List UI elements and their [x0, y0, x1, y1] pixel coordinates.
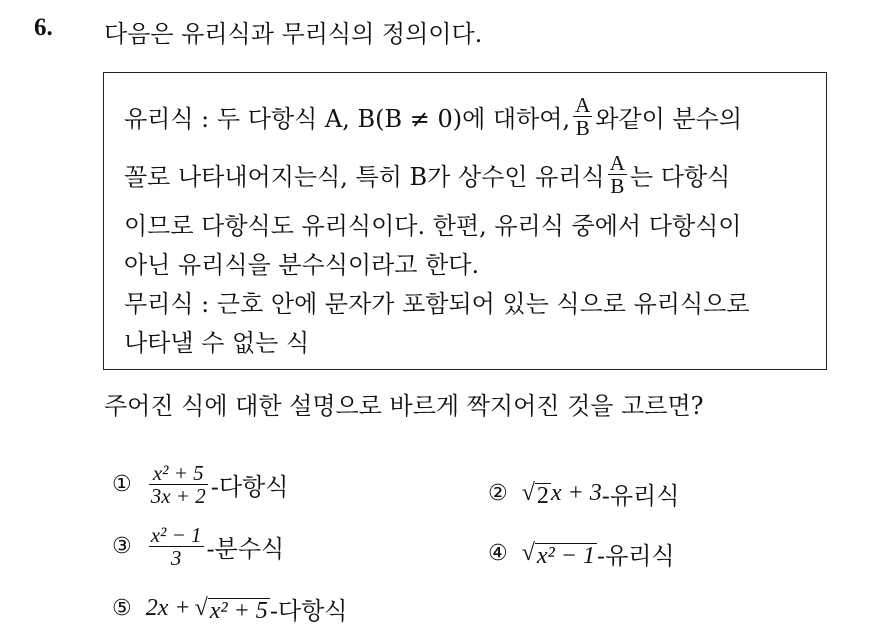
definition-line-1	[124, 94, 742, 139]
choice-1-label: -다항식	[210, 473, 289, 501]
definition-line-3-text: 이므로 다항식도 유리식이다. 한편, 유리식 중에서 다항식이	[124, 212, 742, 240]
definition-line-2-prefix: 꼴로 나타내어지는식, 특히 B가 상수인 유리식	[124, 163, 605, 191]
question-number: 6.	[34, 14, 53, 41]
definition-line-2-suffix: 는 다항식	[629, 163, 731, 191]
choice-2-label: -유리식	[601, 482, 680, 510]
choice-3-label: -분수식	[206, 535, 285, 563]
fraction-numerator: A	[609, 151, 625, 175]
fraction-a-over-b	[573, 94, 592, 139]
fraction-numerator: A	[575, 93, 591, 117]
choice-3[interactable]	[112, 524, 284, 569]
definition-line-1-suffix: 와같이 분수의	[595, 105, 743, 133]
choice-1-mark: ①	[112, 472, 132, 497]
choice-2-rest: x + 3	[550, 480, 602, 506]
definition-line-5	[124, 284, 750, 319]
choice-1-numerator: x² + 5	[152, 461, 204, 485]
choice-5-mark: ⑤	[112, 596, 132, 621]
definition-line-6-text: 나타낼 수 없는 식	[124, 329, 310, 357]
choice-3-fraction	[149, 524, 204, 569]
question-prompt: 주어진 식에 대한 설명으로 바르게 짝지어진 것을 고르면?	[104, 392, 704, 420]
radical-sign-icon: √	[521, 479, 535, 506]
fraction-denominator: B	[610, 174, 625, 198]
choice-4[interactable]	[488, 536, 675, 571]
choice-2-radicand: 2	[536, 482, 549, 509]
definition-line-5-text: 무리식 : 근호 안에 문자가 포함되어 있는 식으로 유리식으로	[124, 290, 750, 318]
fraction-a-over-b-2	[608, 152, 627, 197]
choice-3-numerator: x² − 1	[150, 523, 202, 547]
choice-1-fraction	[149, 462, 208, 507]
definition-line-4-text: 아닌 유리식을 분수식이라고 한다.	[124, 251, 480, 279]
radical-sign-icon: √	[521, 539, 535, 566]
definition-line-6	[124, 323, 309, 358]
choice-2-mark: ②	[488, 481, 508, 506]
choice-1[interactable]	[112, 462, 288, 507]
choice-4-sqrt	[522, 540, 597, 568]
choice-5[interactable]	[112, 591, 347, 626]
definition-line-3	[124, 206, 741, 241]
definition-line-2	[124, 152, 730, 197]
choice-2[interactable]	[488, 476, 679, 511]
choice-1-denominator: 3x + 2	[150, 484, 206, 508]
choice-5-label: -다항식	[269, 597, 348, 625]
choice-4-label: -유리식	[596, 542, 675, 570]
choice-5-radicand: x² + 5	[209, 597, 268, 624]
radical-sign-icon: √	[194, 594, 208, 621]
question-stem: 다음은 유리식과 무리식의 정의이다.	[104, 20, 483, 48]
choice-4-radicand: x² − 1	[536, 542, 595, 569]
choice-3-mark: ③	[112, 534, 132, 559]
definition-line-1-prefix: 유리식 : 두 다항식 A, B(B ≠ 0)에 대하여,	[124, 105, 571, 133]
choice-3-denominator: 3	[170, 546, 182, 570]
choice-5-prefix: 2x +	[145, 595, 191, 621]
choice-5-sqrt	[195, 595, 270, 623]
fraction-denominator: B	[575, 116, 590, 140]
definition-line-4	[124, 245, 479, 280]
choice-2-sqrt	[522, 480, 551, 508]
choice-4-mark: ④	[488, 541, 508, 566]
